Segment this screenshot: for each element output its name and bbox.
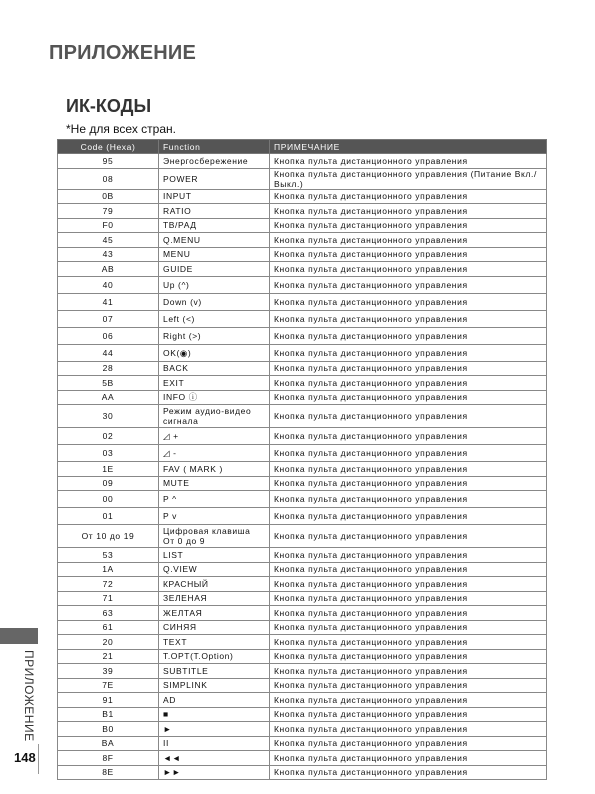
note-cell: Кнопка пульта дистанционного управления [270, 508, 547, 525]
function-cell: Up (^) [159, 276, 270, 293]
ir-codes-table [57, 139, 547, 780]
code-cell: 07 [58, 310, 159, 327]
code-cell: AB [58, 262, 159, 277]
code-cell: 8E [58, 765, 159, 780]
note-cell: Кнопка пульта дистанционного управления [270, 678, 547, 693]
note-cell: Кнопка пульта дистанционного управления [270, 154, 547, 169]
code-cell: 06 [58, 327, 159, 344]
table-row [58, 649, 547, 664]
code-cell: От 10 до 19 [58, 525, 159, 548]
section-title: ИК-КОДЫ [66, 96, 152, 116]
table-row [58, 262, 547, 277]
table-row [58, 361, 547, 376]
code-cell: 09 [58, 476, 159, 491]
table-row [58, 189, 547, 204]
table-row [58, 154, 547, 169]
note-cell: Кнопка пульта дистанционного управления [270, 591, 547, 606]
table-row [58, 508, 547, 525]
note-cell: Кнопка пульта дистанционного управления [270, 635, 547, 650]
table-row [58, 635, 547, 650]
function-cell: ◿ + [159, 428, 270, 445]
code-cell: 41 [58, 293, 159, 310]
page-number: 148 [14, 750, 36, 765]
table-row [58, 218, 547, 233]
table-row [58, 693, 547, 708]
function-cell: T.OPT(T.Option) [159, 649, 270, 664]
table-row [58, 445, 547, 462]
code-cell: 61 [58, 620, 159, 635]
function-cell: ◿ - [159, 445, 270, 462]
function-cell: SIMPLINK [159, 678, 270, 693]
note-cell: Кнопка пульта дистанционного управления [270, 751, 547, 766]
code-cell: B1 [58, 707, 159, 722]
code-cell: 71 [58, 591, 159, 606]
table-row [58, 765, 547, 780]
table-row [58, 620, 547, 635]
code-cell: B0 [58, 722, 159, 737]
code-cell: 5B [58, 376, 159, 391]
section-tab-marker [0, 628, 38, 644]
code-cell: 7E [58, 678, 159, 693]
code-cell: 20 [58, 635, 159, 650]
code-cell: 72 [58, 577, 159, 592]
table-row [58, 751, 547, 766]
function-cell: RATIO [159, 204, 270, 219]
table-row [58, 591, 547, 606]
function-cell: СИНЯЯ [159, 620, 270, 635]
note-cell: Кнопка пульта дистанционного управления [270, 664, 547, 679]
note-cell: Кнопка пульта дистанционного управления [270, 233, 547, 248]
note-cell: Кнопка пульта дистанционного управления [270, 247, 547, 262]
code-cell: 08 [58, 168, 159, 189]
function-cell: INFO ⓘ [159, 390, 270, 405]
table-row [58, 233, 547, 248]
code-cell: 53 [58, 548, 159, 563]
function-cell: TEXT [159, 635, 270, 650]
code-cell: 0B [58, 189, 159, 204]
code-cell: 95 [58, 154, 159, 169]
function-cell: Left (<) [159, 310, 270, 327]
note-cell: Кнопка пульта дистанционного управления [270, 693, 547, 708]
function-cell: Цифровая клавиша От 0 до 9 [159, 525, 270, 548]
code-cell: 91 [58, 693, 159, 708]
header-row [58, 140, 547, 154]
page-number-divider [38, 744, 39, 774]
code-cell: 63 [58, 606, 159, 621]
function-cell: II [159, 736, 270, 751]
note-cell: Кнопка пульта дистанционного управления [270, 649, 547, 664]
availability-note: *Не для всех стран. [66, 122, 176, 136]
page-title: ПРИЛОЖЕНИЕ [49, 42, 196, 64]
note-cell: Кнопка пульта дистанционного управления [270, 276, 547, 293]
code-cell: 44 [58, 344, 159, 361]
table-row [58, 462, 547, 477]
table-row [58, 247, 547, 262]
note-cell: Кнопка пульта дистанционного управления [270, 577, 547, 592]
table-row [58, 476, 547, 491]
function-cell: LIST [159, 548, 270, 563]
code-cell: 79 [58, 204, 159, 219]
table-row [58, 606, 547, 621]
function-cell: MENU [159, 247, 270, 262]
table-row [58, 707, 547, 722]
note-cell: Кнопка пульта дистанционного управления [270, 707, 547, 722]
function-cell: ■ [159, 707, 270, 722]
note-cell: Кнопка пульта дистанционного управления [270, 525, 547, 548]
table-row [58, 428, 547, 445]
function-cell: AD [159, 693, 270, 708]
table-row [58, 390, 547, 405]
note-cell: Кнопка пульта дистанционного управления [270, 765, 547, 780]
code-cell: 39 [58, 664, 159, 679]
code-cell: 43 [58, 247, 159, 262]
table-row [58, 577, 547, 592]
table-row [58, 664, 547, 679]
note-cell: Кнопка пульта дистанционного управления [270, 620, 547, 635]
function-cell: INPUT [159, 189, 270, 204]
code-cell: 01 [58, 508, 159, 525]
note-cell: Кнопка пульта дистанционного управления [270, 376, 547, 391]
header-function: Function [159, 140, 270, 154]
function-cell: OK(◉) [159, 344, 270, 361]
code-cell: 1E [58, 462, 159, 477]
table-row [58, 678, 547, 693]
function-cell: Энергосбережение [159, 154, 270, 169]
note-cell: Кнопка пульта дистанционного управления [270, 476, 547, 491]
note-cell: Кнопка пульта дистанционного управления [270, 445, 547, 462]
table-row [58, 525, 547, 548]
table-row [58, 562, 547, 577]
table-row [58, 310, 547, 327]
header-code: Code (Hexa) [58, 140, 159, 154]
function-cell: BACK [159, 361, 270, 376]
function-cell: ЖЕЛТАЯ [159, 606, 270, 621]
code-cell: 1A [58, 562, 159, 577]
function-cell: SUBTITLE [159, 664, 270, 679]
note-cell: Кнопка пульта дистанционного управления [270, 262, 547, 277]
note-cell: Кнопка пульта дистанционного управления [270, 390, 547, 405]
note-cell: Кнопка пульта дистанционного управления [270, 189, 547, 204]
code-cell: 45 [58, 233, 159, 248]
note-cell: Кнопка пульта дистанционного управления [270, 562, 547, 577]
function-cell: КРАСНЫЙ [159, 577, 270, 592]
function-cell: Режим аудио-видео сигнала [159, 405, 270, 428]
function-cell: P v [159, 508, 270, 525]
code-cell: 00 [58, 491, 159, 508]
code-cell: F0 [58, 218, 159, 233]
note-cell: Кнопка пульта дистанционного управления [270, 606, 547, 621]
note-cell: Кнопка пульта дистанционного управления [270, 344, 547, 361]
note-cell: Кнопка пульта дистанционного управления [270, 327, 547, 344]
note-cell: Кнопка пульта дистанционного управления [270, 548, 547, 563]
function-cell: FAV ( MARK ) [159, 462, 270, 477]
function-cell: Q.MENU [159, 233, 270, 248]
note-cell: Кнопка пульта дистанционного управления [270, 293, 547, 310]
note-cell: Кнопка пульта дистанционного управления [270, 428, 547, 445]
note-cell: Кнопка пульта дистанционного управления [270, 722, 547, 737]
code-cell: 02 [58, 428, 159, 445]
note-cell: Кнопка пульта дистанционного управления [270, 491, 547, 508]
function-cell: EXIT [159, 376, 270, 391]
note-cell: Кнопка пульта дистанционного управления [270, 361, 547, 376]
note-cell: Кнопка пульта дистанционного управления [270, 462, 547, 477]
code-cell: 40 [58, 276, 159, 293]
code-cell: 28 [58, 361, 159, 376]
function-cell: POWER [159, 168, 270, 189]
table-row [58, 327, 547, 344]
table-row [58, 736, 547, 751]
code-cell: 8F [58, 751, 159, 766]
function-cell: Down (v) [159, 293, 270, 310]
side-section-label: ПРИЛОЖЕНИЕ [22, 650, 36, 742]
code-cell: 30 [58, 405, 159, 428]
note-cell: Кнопка пульта дистанционного управления [270, 736, 547, 751]
code-cell: AA [58, 390, 159, 405]
function-cell: GUIDE [159, 262, 270, 277]
table-row [58, 168, 547, 189]
note-cell: Кнопка пульта дистанционного управления [270, 218, 547, 233]
table-row [58, 293, 547, 310]
function-cell: ► [159, 722, 270, 737]
note-cell: Кнопка пульта дистанционного управления (Питание Вкл./Выкл.) [270, 168, 547, 189]
table-body [58, 154, 547, 780]
function-cell: ►► [159, 765, 270, 780]
function-cell: Q.VIEW [159, 562, 270, 577]
function-cell: ЗЕЛЕНАЯ [159, 591, 270, 606]
header-note: ПРИМЕЧАНИЕ [270, 140, 547, 154]
table-row [58, 405, 547, 428]
function-cell: ТВ/РАД [159, 218, 270, 233]
table-row [58, 548, 547, 563]
table-row [58, 722, 547, 737]
table-header [58, 140, 547, 154]
table-row [58, 344, 547, 361]
note-cell: Кнопка пульта дистанционного управления [270, 310, 547, 327]
note-cell: Кнопка пульта дистанционного управления [270, 204, 547, 219]
function-cell: MUTE [159, 476, 270, 491]
function-cell: Right (>) [159, 327, 270, 344]
note-cell: Кнопка пульта дистанционного управления [270, 405, 547, 428]
code-cell: BA [58, 736, 159, 751]
table-row [58, 276, 547, 293]
code-cell: 03 [58, 445, 159, 462]
table-row [58, 376, 547, 391]
table-row [58, 491, 547, 508]
function-cell: ◄◄ [159, 751, 270, 766]
function-cell: P ^ [159, 491, 270, 508]
table-row [58, 204, 547, 219]
code-cell: 21 [58, 649, 159, 664]
